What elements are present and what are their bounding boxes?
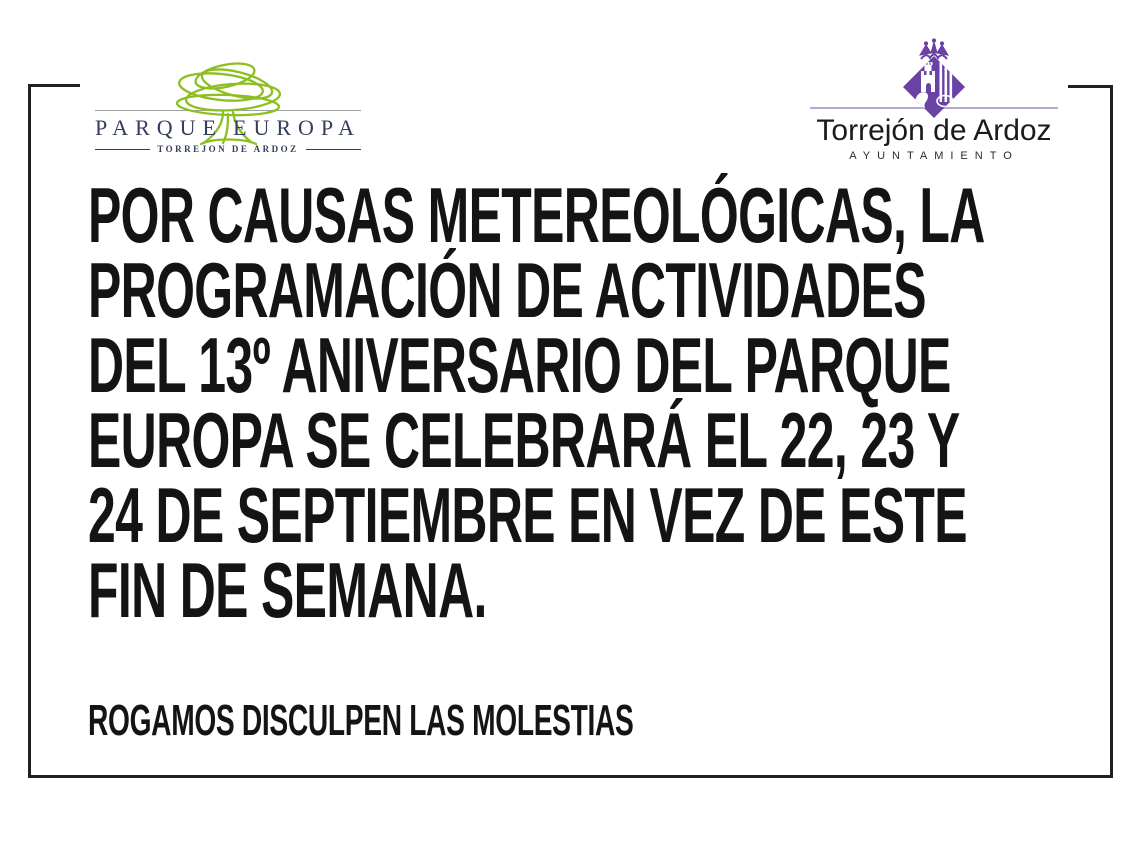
frame-top-left-stub [28, 84, 80, 87]
city-name: Torrejón de Ardoz [816, 114, 1052, 147]
ayuntamiento-logo [810, 38, 1058, 164]
headline-line: DEL 13º ANIVERSARIO DEL PARQUE [88, 321, 951, 409]
announcement-headline [88, 171, 985, 634]
parque-europa-subtitle-row [95, 144, 361, 154]
europa-word: EUROPA [233, 115, 361, 140]
frame-bottom-line [28, 775, 1113, 778]
headline-line: FIN DE SEMANA. [88, 546, 487, 634]
parque-europa-title [95, 115, 361, 141]
announcement-footnote: ROGAMOS DISCULPEN LAS MOLESTIAS [88, 696, 634, 745]
headline-line: EUROPA SE CELEBRARÁ EL 22, 23 Y [88, 396, 960, 484]
headline-line: PROGRAMACIÓN DE ACTIVIDADES [88, 246, 926, 334]
parque-word: PARQUE [95, 115, 223, 140]
parque-europa-subtitle: TORREJON DE ARDOZ [157, 144, 299, 154]
subtitle-rule-right [306, 149, 361, 150]
headline-line: 24 DE SEPTIEMBRE EN VEZ DE ESTE [88, 471, 967, 559]
frame-left-line [28, 84, 31, 778]
city-shield-icon [902, 38, 966, 124]
frame-right-line [1110, 85, 1113, 778]
headline-line: POR CAUSAS METEREOLÓGICAS, LA [88, 171, 985, 259]
parque-europa-logo [95, 55, 361, 163]
ayuntamiento-label: AYUNTAMIENTO [849, 150, 1019, 162]
frame-top-right-stub [1068, 85, 1113, 88]
subtitle-rule-left [95, 149, 150, 150]
